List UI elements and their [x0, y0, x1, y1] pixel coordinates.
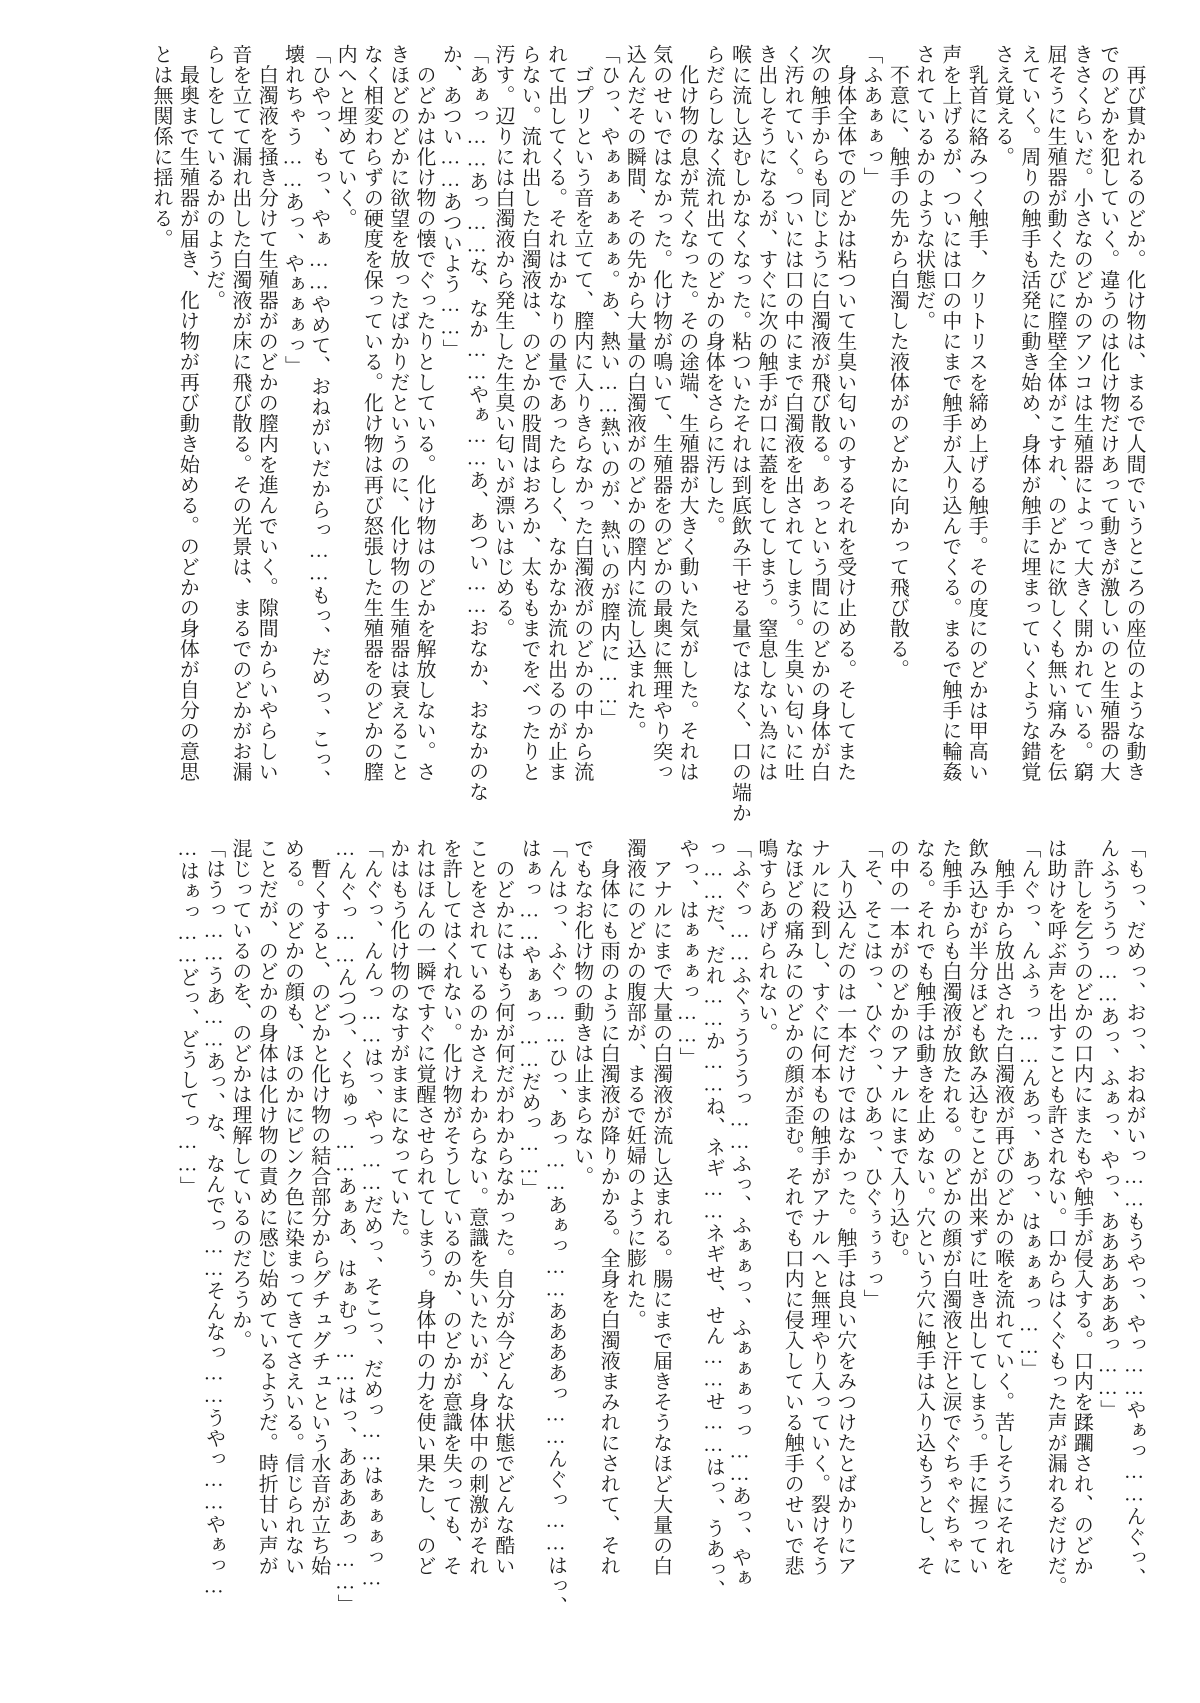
text-column: 触手から放出された白濁液が再びのどかの喉を流れていく。苦しそうにそれを	[991, 838, 1014, 1576]
text-column: 「ひやっ、もっ、やぁ……やめて、おねがいだからっ……もっ、だめっ、こっ、	[307, 44, 330, 790]
text-column: 次の触手からも同じように白濁液が飛び散る。あっという間にのどかの身体が白	[807, 44, 830, 782]
text-column: 「もっ、だめっ、おっ、おねがいっ……もうやっ、やっ……やぁっ……んぐっ、	[1123, 838, 1145, 1588]
text-column: 許しを乞うのどかの口内にまたもや触手が侵入する。口内を蹂躙され、のどか	[1070, 838, 1093, 1576]
text-column: …はぁっ……どっ、どうしてっ……」	[176, 838, 199, 1197]
text-column: ことをされているのかさえわからない。意識を失いたいが、身体中の刺激がそれ	[465, 838, 488, 1576]
text-column: く汚れていく。ついには口の中にまで白濁液を出されてしまう。生臭い匂いに吐	[781, 44, 804, 782]
text-column: らない。流れ出した白濁液は、のどかの股間はおろか、太ももまでをべったりと	[518, 44, 541, 782]
text-column: んふうううっ……あっ、ふぁっ、やっ、ああああああっ……」	[1096, 838, 1119, 1420]
text-column: た触手からも白濁液が放たれる。のどかの顔が白濁液と汗と涙でぐちゃぐちゃに	[938, 838, 961, 1576]
text-column: の中の一本がのどかのアナルにまで入り込む。	[886, 838, 909, 1269]
text-column: アナルにまで大量の白濁液が流し込まれる。腸にまで届きそうなほど大量の白	[649, 838, 672, 1576]
text-column: 濁液にのどかの腹部が、まるで妊婦のように膨れた。	[623, 838, 646, 1330]
text-column: 飲み込むが半分ほども飲み込むことが出来ずに吐き出してしまう。手に握ってい	[965, 838, 988, 1576]
text-column: 身体全体でのどかは粘ついて生臭い匂いのするそれを受け止める。そしてまた	[833, 44, 856, 782]
text-column: なほどの痛みにのどかの顔が歪む。それでも口内に侵入している触手のせいで悲	[781, 838, 804, 1576]
text-column: き出しそうになるが、すぐに次の触手が口に蓋をしてしまう。窒息しない為には	[754, 44, 777, 782]
bottom-text-block	[174, 838, 1147, 1617]
text-column: 乳首に絡みつく触手、クリトリスを締め上げる触手。その度にのどかは甲高い	[965, 44, 988, 782]
text-column: 「んぐっ、んふぅっ……んあっ、あっ、はぁぁぁっ……」	[1017, 838, 1040, 1379]
text-column: なく相変わらずの硬度を保っている。化け物は再び怒張した生殖器をのどかの膣	[360, 44, 383, 782]
text-column: …んぐっ……んつつ、くちゅっ……あぁあ、はぁむっ……はっ、ああああっ……」	[334, 838, 357, 1615]
text-column: 化け物の息が荒くなった。その途端、生殖器が大きく動いた気がした。それは	[675, 44, 698, 782]
text-column: 「あぁっ……あっ……な、なか……やぁ……あ、あつい……おなか、おなかのな	[465, 44, 488, 802]
text-column: 「ひっ、やぁぁぁぁぁぁ。あ、熱い……熱いのが、熱いのが膣内に……」	[597, 44, 620, 729]
text-column: でのどかを犯していく。違うのは化け物だけあって動きが激しいのと生殖器の大	[1096, 44, 1119, 782]
text-column: えていく。周りの触手も活発に動き始め、身体が触手に埋まっていくような錯覚	[1017, 44, 1040, 782]
text-column: らしをしているかのようだ。	[202, 44, 225, 311]
text-column: ナルに殺到し、すぐに何本もの触手がアナルへと無理やり入っていく。裂けそう	[807, 838, 830, 1576]
text-column: か、あつい……あついよう……」	[439, 44, 462, 360]
text-column: 音を立てて漏れ出した白濁液が床に飛び散る。その光景は、まるでのどかがお漏	[228, 44, 251, 782]
text-column: でもなお化け物の動きは止まらない。	[570, 838, 593, 1187]
text-column: を許してはくれない。化け物がそうしているのか、のどかが意識を失っても、そ	[439, 838, 462, 1576]
text-column: 内へと埋めていく。	[334, 44, 357, 229]
text-column: きほどのどかに欲望を放ったばかりだというのに、化け物の生殖器は衰えること	[386, 44, 409, 782]
text-column: とは無関係に揺れる。	[150, 44, 173, 249]
text-column: はぁっ……やぁぁっ……だめっ……」	[518, 838, 541, 1199]
text-column: 屈そうに生殖器が動くたびに膣壁全体がこすれ、のどかに欲しくも無い痛みを伝	[1044, 44, 1067, 782]
text-column: のどかは化け物の懐でぐったりとしている。化け物はのどかを解放しない。さ	[412, 44, 435, 782]
text-column: 白濁液を掻き分けて生殖器がのどかの膣内を進んでいく。隙間からいやらしい	[255, 44, 278, 782]
text-column: 混じっているのを、のどかは理解しているのだろうか。	[228, 838, 251, 1351]
text-column: さえ覚える。	[991, 44, 1014, 167]
text-column: かはもう化け物のなすがままになっていた。	[386, 838, 409, 1248]
text-column: れて出してくる。それはかなりの量であったらしく、なかなか流れ出るのが止ま	[544, 44, 567, 782]
text-column: 「んぐっ、んんっ……はっ、やっ……だめっ、そこっ、だめっ……はぁぁぁっ…	[360, 838, 383, 1590]
text-column: 「ふぐっ……ふぐぅうううっ……ふっ、ふぁぁっ、ふぁぁぁっっ……あっ、やぁ	[728, 838, 751, 1588]
text-column: 喉に流し込むしかなくなった。粘ついたそれは到底飲み干せる量ではなく、口の端か	[728, 44, 751, 823]
text-column: ゴプリという音を立てて、膣内に入りきらなかった白濁液がのどかの中から流	[570, 44, 593, 782]
text-column: やっ、はぁぁぁっ……」	[675, 838, 698, 1068]
text-column: 声を上げるが、ついには口の中にまで触手が入り込んでくる。まるで触手に輪姦	[938, 44, 961, 782]
text-column: 身体にも雨のように白濁液が降りかかる。全身を白濁液まみれにされて、それ	[597, 838, 620, 1576]
text-column: なる。それでも触手は動きを止めない。穴という穴に触手は入り込もうとし、そ	[912, 838, 935, 1576]
text-column: 鳴すらあげられない。	[754, 838, 777, 1043]
text-column: 暫くすると、のどかと化け物の結合部分からグチュグチュという水音が立ち始	[307, 838, 330, 1576]
text-column: されているかのような状態だ。	[912, 44, 935, 331]
text-column: める。のどかの顔も、ほのかにピンク色に染まってきてさえいる。信じられない	[281, 838, 304, 1576]
text-column: のどかにはもう何が何だがわからなかった。自分が今どんな状態でどんな酷い	[491, 838, 514, 1576]
text-column: 「ふあぁぁっ」	[860, 44, 883, 188]
text-column: 汚す。辺りには白濁液から発生した生臭い匂いが漂いはじめる。	[491, 44, 514, 639]
text-column: きさくらいだ。小さなのどかのアソコは生殖器によって大きく開かれている。窮	[1070, 44, 1093, 782]
text-column: ことだが、のどかの身体は化け物の責めに感じ始めているようだ。時折甘い声が	[255, 838, 278, 1576]
text-column: れはほんの一瞬ですぐに覚醒させられてしまう。身体中の力を使い果たし、のど	[412, 838, 435, 1576]
top-text-block	[148, 44, 1147, 823]
text-column: っ……だ、だれ……か……ね、ネギ……ネギせ、せん……せ……はっ、うあっ、	[702, 838, 725, 1600]
text-column: 気のせいではなかった。化け物が鳴いて、生殖器をのどかの最奥に無理やり突っ	[649, 44, 672, 782]
text-column: 最奥まで生殖器が届き、化け物が再び動き始める。のどかの身体が自分の意思	[176, 44, 199, 782]
text-column: 「んはっ、ふぐっ……ひっ、あっ……あぁっ……ああああっ……んぐっ……はっ、	[544, 838, 567, 1617]
text-column: 入り込んだのは一本だけではなかった。触手は良い穴をみつけたとばかりにア	[833, 838, 856, 1576]
text-column: 「そ、そこはっ、ひぐっ、ひあっ、ひぐぅぅぅっ」	[860, 838, 883, 1310]
text-column: は助けを呼ぶ声を出すことも許されない。口からはくぐもった声が漏れるだけだ。	[1044, 838, 1067, 1597]
text-column: 不意に、触手の先から白濁した液体がのどかに向かって飛び散る。	[886, 44, 909, 680]
text-column: らだらしなく流れ出てのどかの身体をさらに汚した。	[702, 44, 725, 536]
text-column: 再び貫かれるのどか。化け物は、まるで人間でいうところの座位のような動き	[1123, 44, 1145, 782]
text-column: 「はうっ……うあ……あっ、な、なんでっ……そんなっ……うやっ……やぁっ…	[202, 838, 225, 1598]
text-column: 込んだその瞬間、その先から大量の白濁液がのどかの膣内に流し込まれた。	[623, 44, 646, 741]
text-column: 壊れちゃう……あっ、やぁぁぁっ」	[281, 44, 304, 376]
